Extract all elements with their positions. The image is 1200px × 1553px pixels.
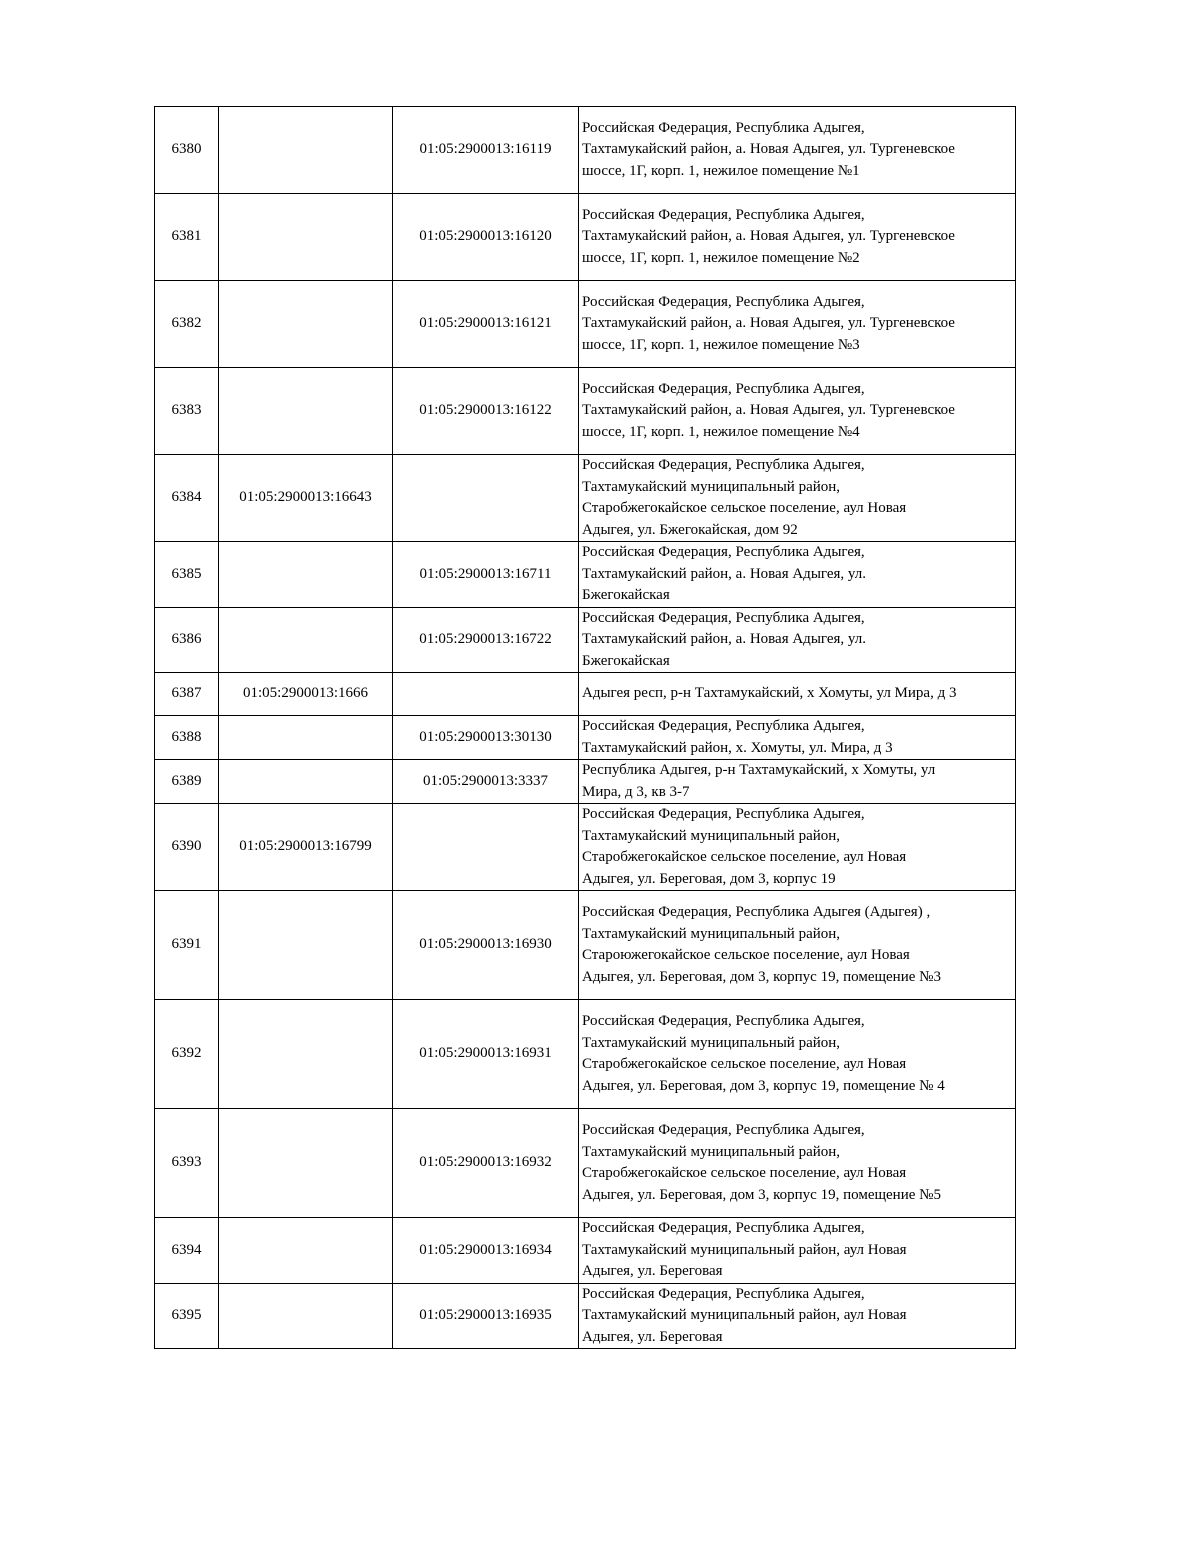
table-row [155, 194, 1016, 281]
address-cell [579, 804, 1016, 891]
row-number-cell: 6387 [155, 673, 219, 716]
land-cadastral-number-cell [219, 368, 393, 455]
address-cell [579, 368, 1016, 455]
address-line: Российская Федерация, Республика Адыгея, [582, 1013, 865, 1029]
table-row [155, 107, 1016, 194]
address-line: Российская Федерация, Республика Адыгея, [582, 293, 865, 310]
object-cadastral-number-cell: 01:05:2900013:16119 [393, 107, 579, 194]
row-number-cell: 6380 [155, 107, 219, 194]
address-line: Российская Федерация, Республика Адыгея, [582, 206, 865, 223]
address-cell [579, 1000, 1016, 1109]
address-line: Тахтамукайский район, а. Новая Адыгея, ул. Тургеневское [582, 315, 955, 332]
address-line: Тахтамукайский район, а. Новая Адыгея, ул. [582, 631, 866, 647]
land-cadastral-number-cell [219, 1000, 393, 1109]
object-cadastral-number-cell: 01:05:2900013:3337 [393, 760, 579, 804]
address-line: Адыгея, ул. Береговая, дом 3, корпус 19, помещение № 4 [582, 1077, 945, 1094]
land-cadastral-number-cell [219, 716, 393, 760]
table-row [155, 1109, 1016, 1218]
object-cadastral-number-cell: 01:05:2900013:16120 [393, 194, 579, 281]
land-cadastral-number-cell [219, 194, 393, 281]
registry-table-body [155, 107, 1016, 1349]
address-line: Российская Федерация, Республика Адыгея, [582, 380, 865, 397]
table-row [155, 760, 1016, 804]
address-cell [579, 716, 1016, 760]
row-number-cell: 6383 [155, 368, 219, 455]
address-line: Адыгея, ул. Береговая [582, 1263, 723, 1279]
object-cadastral-number-cell [393, 673, 579, 716]
object-cadastral-number-cell: 01:05:2900013:30130 [393, 716, 579, 760]
address-line: Адыгея, ул. Береговая, дом 3, корпус 19, помещение №5 [582, 1186, 941, 1203]
table-row [155, 1283, 1016, 1349]
address-cell [579, 542, 1016, 608]
row-number-cell: 6392 [155, 1000, 219, 1109]
address-line: Тахтамукайский район, а. Новая Адыгея, ул. Тургеневское [582, 141, 955, 158]
address-cell [579, 455, 1016, 542]
address-line: Бжегокайская [582, 587, 670, 603]
address-line: Тахтамукайский муниципальный район, [582, 925, 841, 942]
row-number-cell: 6391 [155, 891, 219, 1000]
address-line: Мира, д 3, кв 3-7 [582, 783, 690, 800]
row-number-cell: 6388 [155, 716, 219, 760]
address-line: Тахтамукайский муниципальный район, аул Новая [582, 1241, 907, 1258]
land-cadastral-number-cell [219, 1283, 393, 1349]
address-line: Тахтамукайский район, а. Новая Адыгея, ул. Тургеневское [582, 228, 955, 245]
address-cell [579, 891, 1016, 1000]
address-line: Российская Федерация, Республика Адыгея, [582, 1220, 865, 1236]
table-row [155, 673, 1016, 716]
row-number-cell: 6394 [155, 1218, 219, 1284]
table-row [155, 542, 1016, 608]
address-line: Старобжегокайское сельское поселение, аул Новая [582, 849, 907, 865]
address-cell [579, 1283, 1016, 1349]
row-number-cell: 6389 [155, 760, 219, 804]
address-line: Адыгея респ, р-н Тахтамукайский, х Хомуты, ул Мира, д 3 [582, 685, 957, 702]
address-line: Российская Федерация, Республика Адыгея, [582, 609, 865, 626]
object-cadastral-number-cell: 01:05:2900013:16932 [393, 1109, 579, 1218]
address-line: Тахтамукайский муниципальный район, аул Новая [582, 1307, 907, 1323]
object-cadastral-number-cell: 01:05:2900013:16121 [393, 281, 579, 368]
address-line: Бжегокайская [582, 652, 670, 669]
address-line: Российская Федерация, Республика Адыгея, [582, 1122, 865, 1138]
table-row [155, 804, 1016, 891]
address-cell [579, 107, 1016, 194]
address-line: Адыгея, ул. Береговая, дом 3, корпус 19 [582, 870, 836, 887]
row-number-cell: 6385 [155, 542, 219, 608]
address-line: шоссе, 1Г, корп. 1, нежилое помещение №3 [582, 336, 860, 353]
land-cadastral-number-cell: 01:05:2900013:16799 [219, 804, 393, 891]
table-row [155, 1000, 1016, 1109]
registry-table [154, 106, 1016, 1349]
address-line: шоссе, 1Г, корп. 1, нежилое помещение №4 [582, 423, 860, 440]
address-line: Тахтамукайский муниципальный район, [582, 478, 841, 495]
address-line: шоссе, 1Г, корп. 1, нежилое помещение №2 [582, 249, 860, 266]
table-row [155, 716, 1016, 760]
address-cell [579, 281, 1016, 368]
object-cadastral-number-cell [393, 455, 579, 542]
land-cadastral-number-cell [219, 607, 393, 673]
object-cadastral-number-cell: 01:05:2900013:16711 [393, 542, 579, 608]
address-line: Адыгея, ул. Бжегокайская, дом 92 [582, 521, 798, 538]
address-line: Адыгея, ул. Береговая, дом 3, корпус 19, помещение №3 [582, 968, 941, 985]
object-cadastral-number-cell: 01:05:2900013:16931 [393, 1000, 579, 1109]
land-cadastral-number-cell [219, 542, 393, 608]
address-line: Тахтамукайский район, а. Новая Адыгея, ул. [582, 565, 866, 582]
address-cell [579, 607, 1016, 673]
land-cadastral-number-cell [219, 281, 393, 368]
table-row [155, 891, 1016, 1000]
address-line: Старобжегокайское сельское поселение, аул Новая [582, 1165, 907, 1181]
object-cadastral-number-cell: 01:05:2900013:16934 [393, 1218, 579, 1284]
address-line: Российская Федерация, Республика Адыгея (Адыгея) , [582, 904, 931, 920]
address-cell [579, 1218, 1016, 1284]
address-line: Российская Федерация, Республика Адыгея, [582, 457, 865, 473]
address-line: Российская Федерация, Республика Адыгея, [582, 718, 865, 734]
address-line: Российская Федерация, Республика Адыгея, [582, 544, 865, 560]
row-number-cell: 6382 [155, 281, 219, 368]
row-number-cell: 6386 [155, 607, 219, 673]
land-cadastral-number-cell [219, 1218, 393, 1284]
address-line: Тахтамукайский муниципальный район, [582, 1034, 841, 1051]
row-number-cell: 6390 [155, 804, 219, 891]
address-cell [579, 194, 1016, 281]
address-line: Российская Федерация, Республика Адыгея, [582, 806, 865, 822]
address-line: Староюжегокайское сельское поселение, аул Новая [582, 947, 910, 963]
address-line: Тахтамукайский муниципальный район, [582, 827, 841, 844]
address-cell [579, 760, 1016, 804]
address-line: шоссе, 1Г, корп. 1, нежилое помещение №1 [582, 162, 860, 179]
object-cadastral-number-cell: 01:05:2900013:16935 [393, 1283, 579, 1349]
table-row [155, 455, 1016, 542]
object-cadastral-number-cell: 01:05:2900013:16930 [393, 891, 579, 1000]
object-cadastral-number-cell: 01:05:2900013:16122 [393, 368, 579, 455]
table-row [155, 368, 1016, 455]
address-line: Российская Федерация, Республика Адыгея, [582, 1285, 865, 1302]
row-number-cell: 6395 [155, 1283, 219, 1349]
address-line: Тахтамукайский муниципальный район, [582, 1143, 841, 1160]
address-line: Тахтамукайский район, х. Хомуты, ул. Мира, д 3 [582, 739, 893, 756]
land-cadastral-number-cell: 01:05:2900013:1666 [219, 673, 393, 716]
table-row [155, 1218, 1016, 1284]
row-number-cell: 6384 [155, 455, 219, 542]
table-row [155, 281, 1016, 368]
address-line: Республика Адыгея, р-н Тахтамукайский, х Хомуты, ул [582, 762, 936, 778]
address-line: Адыгея, ул. Береговая [582, 1328, 723, 1345]
row-number-cell: 6381 [155, 194, 219, 281]
address-line: Российская Федерация, Республика Адыгея, [582, 119, 865, 136]
row-number-cell: 6393 [155, 1109, 219, 1218]
address-cell [579, 673, 1016, 716]
land-cadastral-number-cell [219, 107, 393, 194]
land-cadastral-number-cell: 01:05:2900013:16643 [219, 455, 393, 542]
land-cadastral-number-cell [219, 1109, 393, 1218]
table-row [155, 607, 1016, 673]
object-cadastral-number-cell: 01:05:2900013:16722 [393, 607, 579, 673]
address-line: Старобжегокайское сельское поселение, аул Новая [582, 500, 907, 516]
address-line: Старобжегокайское сельское поселение, аул Новая [582, 1056, 907, 1072]
land-cadastral-number-cell [219, 891, 393, 1000]
address-line: Тахтамукайский район, а. Новая Адыгея, ул. Тургеневское [582, 402, 955, 419]
object-cadastral-number-cell [393, 804, 579, 891]
land-cadastral-number-cell [219, 760, 393, 804]
address-cell [579, 1109, 1016, 1218]
